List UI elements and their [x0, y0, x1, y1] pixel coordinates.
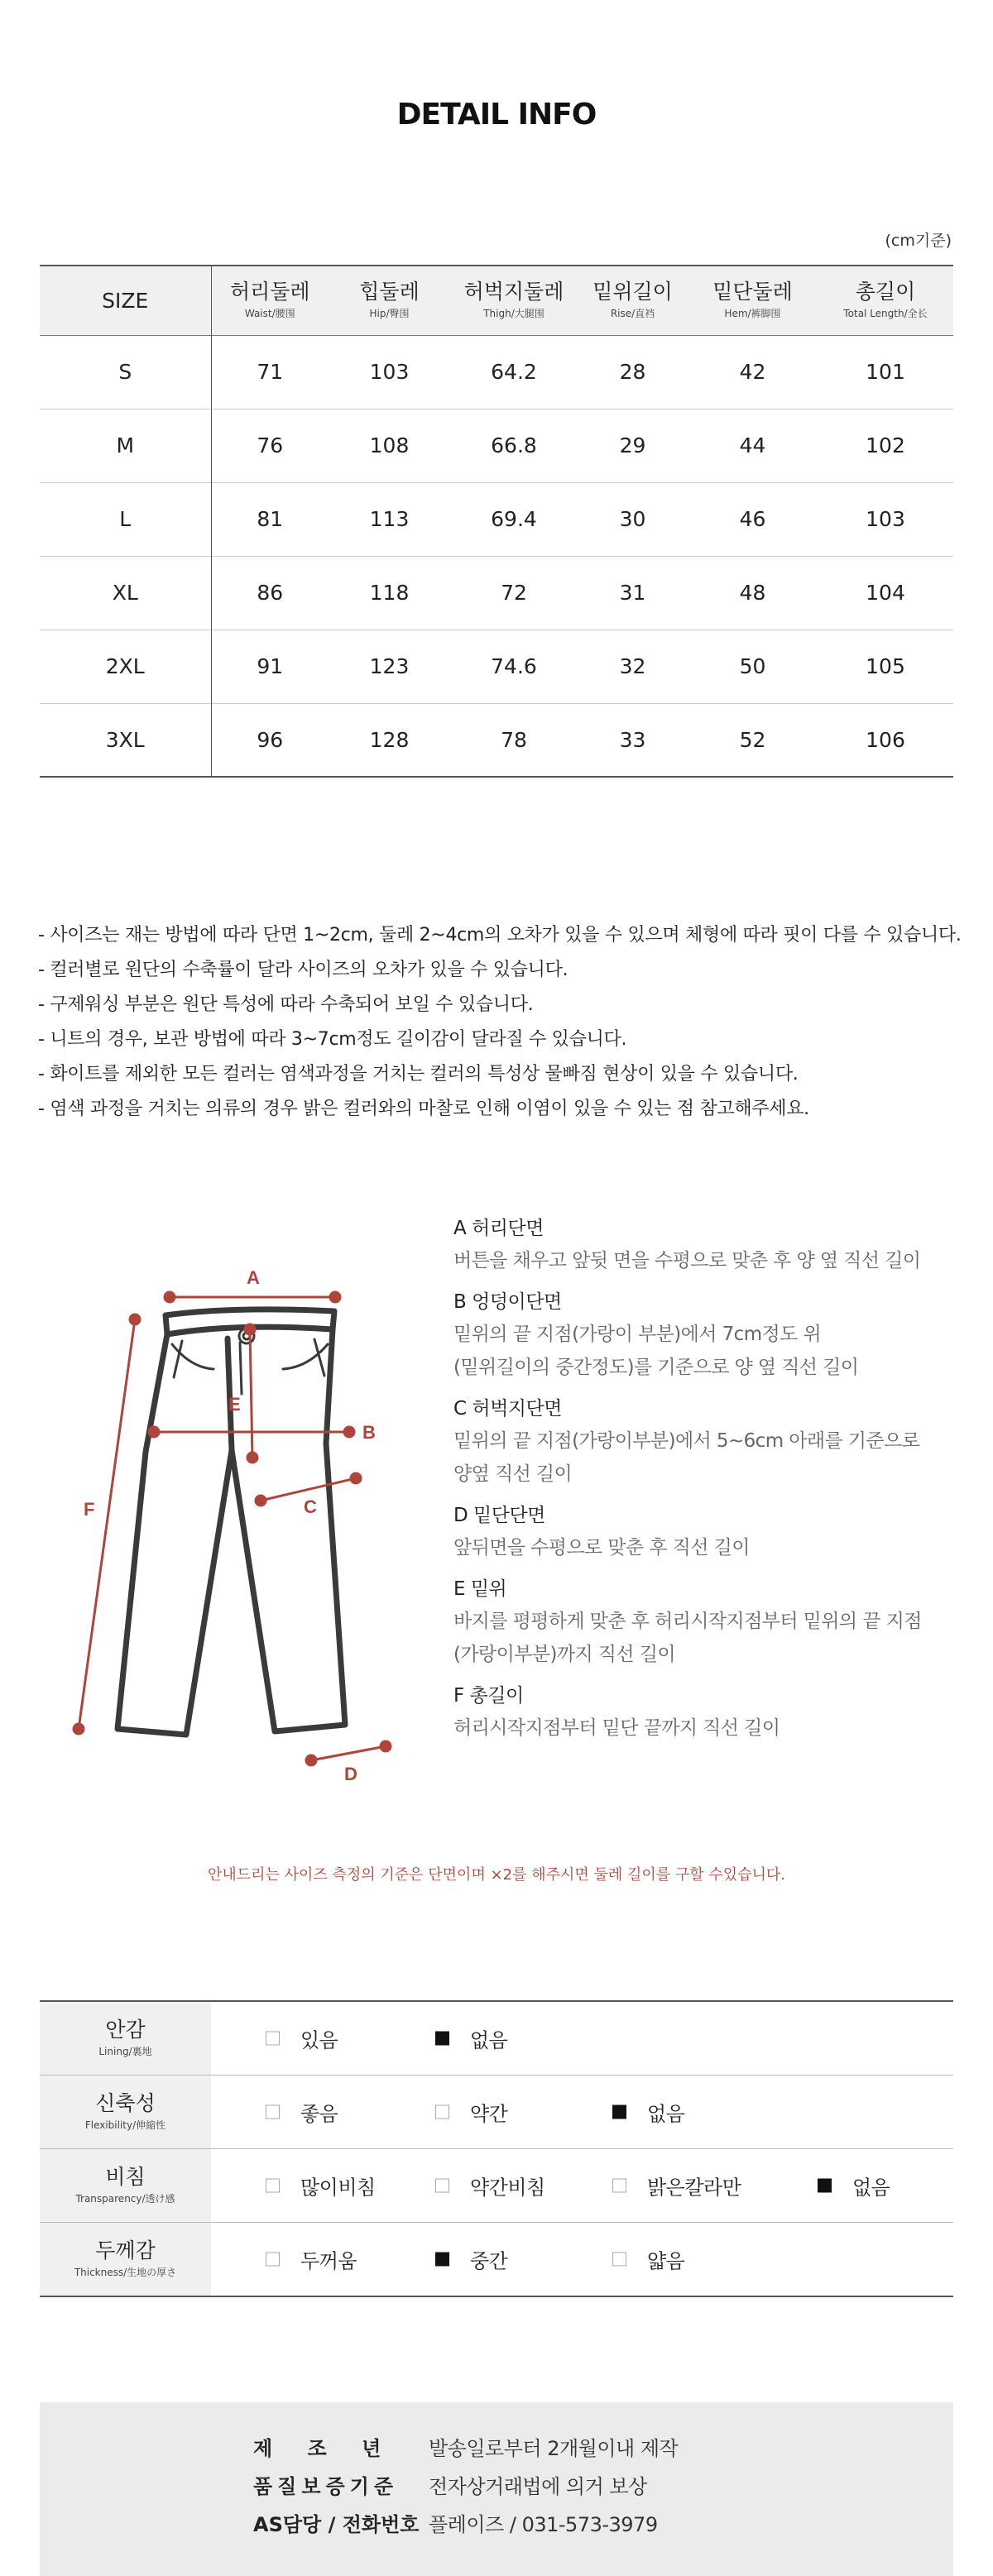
value-cell: 42 — [739, 360, 766, 384]
size-cell: 2XL — [40, 630, 211, 703]
value-cell: 78 — [501, 727, 527, 752]
measure-desc: 밑위의 끝 지점(가랑이 부분)에서 7cm정도 위 — [453, 1324, 822, 1345]
header-waist: 허리둘레 Waist/腰围 — [229, 280, 310, 320]
value-cell: 64.2 — [491, 360, 537, 384]
table-row — [40, 556, 953, 630]
measurement-guide — [453, 1213, 967, 1754]
option-item: 중간 — [435, 2244, 507, 2273]
value-cell: 101 — [866, 360, 905, 384]
value-cell: 103 — [866, 507, 905, 531]
size-table — [40, 265, 953, 778]
footer-value: 발송일로부터 2개월이내 제작 — [429, 2436, 679, 2460]
measure-desc: 앞뒤면을 수평으로 맞춘 후 직선 길이 — [453, 1537, 750, 1559]
size-cell: M — [40, 409, 211, 482]
option-item: 많이비침 — [266, 2171, 376, 2200]
value-cell: 29 — [619, 433, 646, 457]
size-cell: L — [40, 482, 211, 556]
option-item: 좋음 — [266, 2097, 338, 2126]
value-cell: 104 — [866, 581, 905, 605]
header-hem: 밑단둘레 Hem/裤脚围 — [712, 280, 793, 320]
header-total-length: 총길이 Total Length/全长 — [843, 280, 928, 320]
feature-row-flexibility — [40, 2075, 953, 2148]
pants-illustration — [66, 1253, 414, 1783]
value-cell: 71 — [257, 360, 284, 384]
footer-row — [253, 2427, 678, 2465]
value-cell: 102 — [866, 433, 905, 457]
measure-desc: 밑위의 끝 지점(가랑이부분)에서 5~6cm 아래를 기준으로 — [453, 1430, 920, 1452]
value-cell: 50 — [739, 654, 766, 678]
checked-box-icon — [818, 2178, 832, 2192]
value-cell: 66.8 — [491, 433, 537, 457]
value-cell: 52 — [739, 727, 766, 752]
footer-key: 품질보증기준 — [253, 2474, 399, 2498]
feature-label: 안감 Lining/裏地 — [40, 2001, 211, 2075]
option-item: 약간 — [435, 2097, 507, 2126]
value-cell: 30 — [619, 507, 646, 531]
option-item: 두꺼움 — [266, 2244, 357, 2273]
header-size: SIZE — [40, 266, 211, 335]
value-cell: 46 — [739, 507, 766, 531]
value-cell: 108 — [369, 433, 410, 457]
pants-measurement-diagram — [66, 1253, 414, 1783]
label-d: D — [344, 1764, 357, 1783]
value-cell: 32 — [619, 654, 646, 678]
measure-title: B 엉덩이단면 — [453, 1291, 562, 1313]
value-cell: 48 — [739, 581, 766, 605]
feature-label: 비침 Transparency/透け感 — [40, 2148, 211, 2222]
value-cell: 86 — [257, 581, 284, 605]
feature-row-thickness — [40, 2222, 953, 2296]
value-cell: 28 — [619, 360, 646, 384]
note-item: - 구제워싱 부분은 원단 특성에 따라 수축되어 보일 수 있습니다. — [38, 994, 534, 1015]
measure-desc: 허리시작지점부터 밑단 끝까지 직선 길이 — [453, 1717, 780, 1739]
size-notes — [38, 918, 962, 1127]
note-item: - 컬러별로 원단의 수축률이 달라 사이즈의 오차가 있을 수 있습니다. — [38, 960, 568, 980]
checkbox-icon — [612, 2252, 626, 2266]
value-cell: 128 — [369, 727, 410, 752]
size-table-header — [40, 266, 953, 335]
checkbox-icon — [266, 2252, 280, 2266]
label-f: F — [84, 1499, 95, 1520]
measure-item-a — [453, 1213, 967, 1277]
note-item: - 니트의 경우, 보관 방법에 따라 3~7cm정도 길이감이 달라질 수 있습니다. — [38, 1029, 627, 1050]
label-b: B — [362, 1422, 376, 1443]
table-row — [40, 409, 953, 482]
size-cell: XL — [40, 556, 211, 630]
size-cell: 3XL — [40, 703, 211, 777]
value-cell: 44 — [739, 433, 766, 457]
checked-box-icon — [612, 2104, 626, 2119]
measure-title: F 총길이 — [453, 1685, 524, 1707]
table-row — [40, 482, 953, 556]
value-cell: 81 — [257, 507, 284, 531]
measurement-guide-note: 안내드리는 사이즈 측정의 기준은 단면이며 ×2를 해주시면 둘레 길이를 구할 수있습니다. — [207, 1866, 786, 1884]
measure-desc: 바지를 평평하게 맞춘 후 허리시작지점부터 밑위의 끝 지점 — [453, 1611, 922, 1632]
option-item: 없음 — [435, 2023, 507, 2052]
footer-key: 제 조 년 — [253, 2436, 386, 2460]
value-cell: 72 — [501, 581, 527, 605]
page-title: DETAIL INFO — [396, 98, 597, 132]
value-cell: 91 — [257, 654, 284, 678]
measure-desc: (밑위길이의 중간정도)를 기준으로 양 옆 직선 길이 — [453, 1357, 859, 1378]
note-item: - 염색 과정을 거치는 의류의 경우 밝은 컬러와의 마찰로 인해 이염이 있을 수 있는 점 참고해주세요. — [38, 1099, 809, 1119]
checkbox-icon — [266, 2104, 280, 2119]
value-cell: 33 — [619, 727, 646, 752]
option-item: 있음 — [266, 2023, 338, 2052]
measure-title: D 밑단단면 — [453, 1505, 545, 1526]
note-item: - 화이트를 제외한 모든 컬러는 염색과정을 거치는 컬러의 특성상 물빠짐 현상이 있을 수 있습니다. — [38, 1064, 799, 1085]
table-row — [40, 630, 953, 703]
feature-label: 신축성 Flexibility/伸縮性 — [40, 2075, 211, 2148]
measure-item-d — [453, 1500, 967, 1564]
value-cell: 69.4 — [491, 507, 537, 531]
checked-box-icon — [435, 2252, 449, 2266]
product-info-footer — [40, 2402, 953, 2576]
checkbox-icon — [612, 2178, 626, 2192]
feature-label: 두께감 Thickness/生地の厚さ — [40, 2222, 211, 2296]
pants-outline — [118, 1310, 345, 1735]
measure-item-c — [453, 1393, 967, 1491]
value-cell: 96 — [257, 727, 284, 752]
value-cell: 123 — [369, 654, 410, 678]
value-cell: 118 — [369, 581, 410, 605]
footer-row — [253, 2465, 647, 2503]
label-a: A — [247, 1267, 260, 1288]
feature-row-transparency — [40, 2148, 953, 2222]
checked-box-icon — [435, 2031, 449, 2045]
option-item: 얇음 — [612, 2244, 684, 2273]
note-item: - 사이즈는 재는 방법에 따라 단면 1~2cm, 둘레 2~4cm의 오차가 있을 수 있으며 체형에 따라 핏이 다를 수 있습니다. — [38, 925, 962, 946]
value-cell: 106 — [866, 727, 905, 752]
measure-desc: (가랑이부분)까지 직선 길이 — [453, 1644, 675, 1665]
option-item: 밝은칼라만 — [612, 2171, 741, 2200]
footer-row — [253, 2503, 658, 2541]
feature-row-lining — [40, 2001, 953, 2075]
checkbox-icon — [435, 2178, 449, 2192]
checkbox-icon — [266, 2178, 280, 2192]
measure-item-b — [453, 1286, 967, 1384]
value-cell: 113 — [369, 507, 410, 531]
fabric-features-table — [40, 2000, 953, 2297]
header-rise: 밑위길이 Rise/直裆 — [592, 280, 673, 320]
option-item: 없음 — [612, 2097, 684, 2126]
table-row — [40, 335, 953, 409]
footer-value: 플레이즈 / 031-573-3979 — [429, 2512, 658, 2536]
unit-note: (cm기준) — [885, 232, 952, 250]
value-cell: 31 — [619, 581, 646, 605]
measure-item-e — [453, 1573, 967, 1671]
label-c: C — [304, 1496, 317, 1517]
value-cell: 103 — [369, 360, 410, 384]
checkbox-icon — [435, 2104, 449, 2119]
measure-desc: 양옆 직선 길이 — [453, 1463, 573, 1485]
measure-title: C 허벅지단면 — [453, 1398, 562, 1420]
footer-value: 전자상거래법에 의거 보상 — [429, 2474, 647, 2498]
measure-item-f — [453, 1680, 967, 1745]
header-hip: 힙둘레 Hip/臀围 — [359, 280, 420, 320]
table-row — [40, 703, 953, 777]
measure-title: E 밑위 — [453, 1578, 507, 1600]
label-e: E — [228, 1394, 241, 1415]
measure-desc: 버튼을 채우고 앞뒷 면을 수평으로 맞춘 후 양 옆 직선 길이 — [453, 1250, 921, 1271]
value-cell: 105 — [866, 654, 905, 678]
option-item: 약간비침 — [435, 2171, 545, 2200]
checkbox-icon — [266, 2031, 280, 2045]
value-cell: 76 — [257, 433, 284, 457]
footer-key: AS담당 / 전화번호 — [253, 2512, 420, 2536]
measure-title: A 허리단면 — [453, 1218, 544, 1239]
header-thigh: 허벅지둘레 Thigh/大腿围 — [463, 280, 564, 320]
size-cell: S — [40, 335, 211, 409]
value-cell: 74.6 — [491, 654, 537, 678]
option-item: 없음 — [818, 2171, 890, 2200]
